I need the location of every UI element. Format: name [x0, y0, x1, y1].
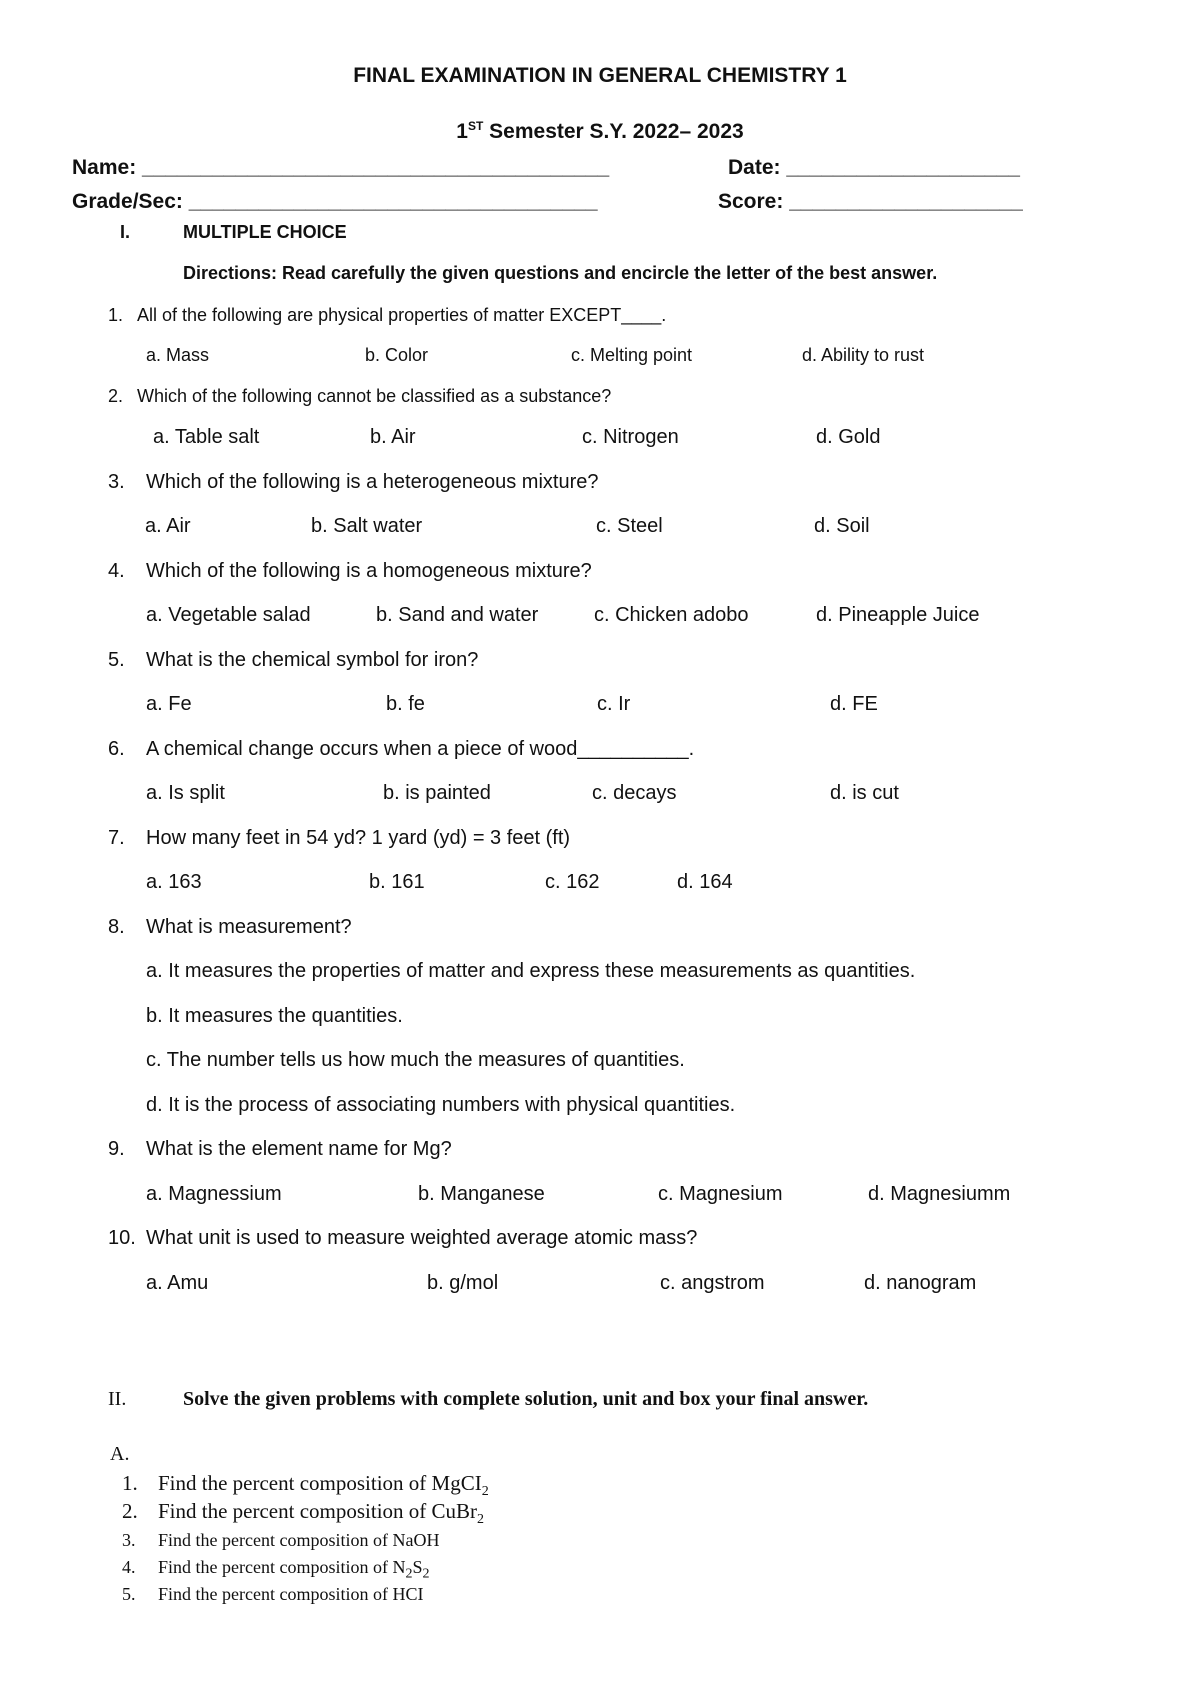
date-field[interactable]: Date: ____________________	[728, 156, 1020, 179]
question-number: 7.	[108, 827, 125, 849]
choice-b[interactable]: b. It measures the quantities.	[146, 1005, 403, 1027]
score-field[interactable]: Score: ____________________	[718, 190, 1023, 213]
semester-number: 1	[456, 120, 468, 143]
choice-b[interactable]: b. Sand and water	[376, 604, 539, 626]
question-number: 8.	[108, 916, 125, 938]
question-text: What is the chemical symbol for iron?	[146, 649, 479, 671]
question-text: A chemical change occurs when a piece of wood__________.	[146, 738, 695, 760]
choice-c[interactable]: c. Melting point	[571, 345, 693, 365]
problem-number: 1.	[122, 1471, 138, 1495]
choice-b[interactable]: b. Air	[370, 426, 416, 448]
choice-a[interactable]: a. Vegetable salad	[146, 604, 311, 626]
problem-text: Find the percent composition of MgCI$_2$	[158, 1471, 489, 1500]
choice-d[interactable]: d. FE	[830, 693, 878, 715]
part-two-roman: II.	[108, 1388, 127, 1410]
choice-a[interactable]: a. 163	[146, 871, 202, 893]
question-text: What is measurement?	[146, 916, 352, 938]
choice-a[interactable]: a. Table salt	[153, 426, 260, 448]
question-text: How many feet in 54 yd? 1 yard (yd) = 3 feet (ft)	[146, 827, 571, 849]
choice-c[interactable]: c. angstrom	[660, 1272, 765, 1294]
problem-text: Find the percent composition of CuBr$_2$	[158, 1499, 485, 1528]
semester-superscript: ST	[467, 119, 484, 133]
choice-b[interactable]: b. Color	[365, 345, 429, 365]
choice-d[interactable]: d. nanogram	[864, 1272, 977, 1294]
question-number: 2.	[108, 386, 124, 406]
choice-a[interactable]: a. Mass	[146, 345, 210, 365]
choice-d[interactable]: d. It is the process of associating numbers with physical quantities.	[146, 1094, 736, 1116]
choice-d[interactable]: d. Ability to rust	[802, 345, 925, 365]
choice-d[interactable]: d. Pineapple Juice	[816, 604, 980, 626]
directions: Directions: Read carefully the given questions and encircle the letter of the best answer.	[183, 263, 938, 283]
question-number: 5.	[108, 649, 125, 671]
question-text: All of the following are physical properties of matter EXCEPT____.	[137, 305, 667, 325]
question-text: What unit is used to measure weighted average atomic mass?	[146, 1227, 698, 1249]
semester-text: Semester S.Y. 2022– 2023	[489, 120, 744, 143]
question-text: Which of the following is a homogeneous mixture?	[146, 560, 592, 582]
question-text: Which of the following is a heterogeneous mixture?	[146, 471, 599, 493]
choice-d[interactable]: d. Soil	[814, 515, 870, 537]
choice-c[interactable]: c. Magnesium	[658, 1183, 783, 1205]
choice-b[interactable]: b. is painted	[383, 782, 491, 804]
grade-section-field[interactable]: Grade/Sec: ___________________________________	[72, 190, 598, 213]
choice-c[interactable]: c. Chicken adobo	[594, 604, 749, 626]
choice-b[interactable]: b. 161	[369, 871, 425, 893]
problem-number: 2.	[122, 1499, 138, 1523]
question-number: 6.	[108, 738, 125, 760]
choice-a[interactable]: a. Magnessium	[146, 1183, 282, 1205]
choice-b[interactable]: b. fe	[386, 693, 425, 715]
question-number: 3.	[108, 471, 125, 493]
choice-c[interactable]: c. Ir	[597, 693, 631, 715]
section-a-label: A.	[110, 1443, 130, 1465]
choice-d[interactable]: d. Gold	[816, 426, 881, 448]
part-two-heading: Solve the given problems with complete solution, unit and box your final answer.	[183, 1388, 869, 1410]
choice-a[interactable]: a. Is split	[146, 782, 225, 804]
question-text: Which of the following cannot be classified as a substance?	[137, 386, 612, 406]
choice-b[interactable]: b. Manganese	[418, 1183, 545, 1205]
question-number: 4.	[108, 560, 125, 582]
problem-text: Find the percent composition of HCI	[158, 1584, 424, 1604]
choice-b[interactable]: b. Salt water	[311, 515, 423, 537]
choice-a[interactable]: a. Amu	[146, 1272, 209, 1294]
question-number: 9.	[108, 1138, 125, 1160]
choice-c[interactable]: c. 162	[545, 871, 600, 893]
question-number: 1.	[108, 305, 124, 325]
choice-a[interactable]: a. Air	[145, 515, 191, 537]
choice-c[interactable]: c. The number tells us how much the measures of quantities.	[146, 1049, 685, 1071]
name-field[interactable]: Name: ________________________________________	[72, 156, 610, 179]
choice-c[interactable]: c. decays	[592, 782, 677, 804]
choice-b[interactable]: b. g/mol	[427, 1272, 499, 1294]
part-one-heading: MULTIPLE CHOICE	[183, 222, 347, 242]
exam-title: FINAL EXAMINATION IN GENERAL CHEMISTRY 1	[353, 64, 847, 87]
choice-d[interactable]: d. 164	[677, 871, 733, 893]
choice-c[interactable]: c. Nitrogen	[582, 426, 679, 448]
choice-a[interactable]: a. It measures the properties of matter and express these measurements as quantities.	[146, 960, 916, 982]
question-text: What is the element name for Mg?	[146, 1138, 452, 1160]
semester-line	[0, 120, 1200, 144]
choice-d[interactable]: d. Magnesiumm	[868, 1183, 1011, 1205]
problem-number: 3.	[122, 1530, 136, 1550]
choice-d[interactable]: d. is cut	[830, 782, 899, 804]
problem-number: 4.	[122, 1557, 136, 1577]
problem-number: 5.	[122, 1584, 136, 1604]
problem-text: Find the percent composition of $N_2S_2$	[158, 1557, 430, 1582]
choice-a[interactable]: a. Fe	[146, 693, 192, 715]
part-one-roman: I.	[120, 222, 131, 242]
choice-c[interactable]: c. Steel	[596, 515, 663, 537]
question-number: 10.	[108, 1227, 136, 1249]
problem-text: Find the percent composition of NaOH	[158, 1530, 440, 1550]
